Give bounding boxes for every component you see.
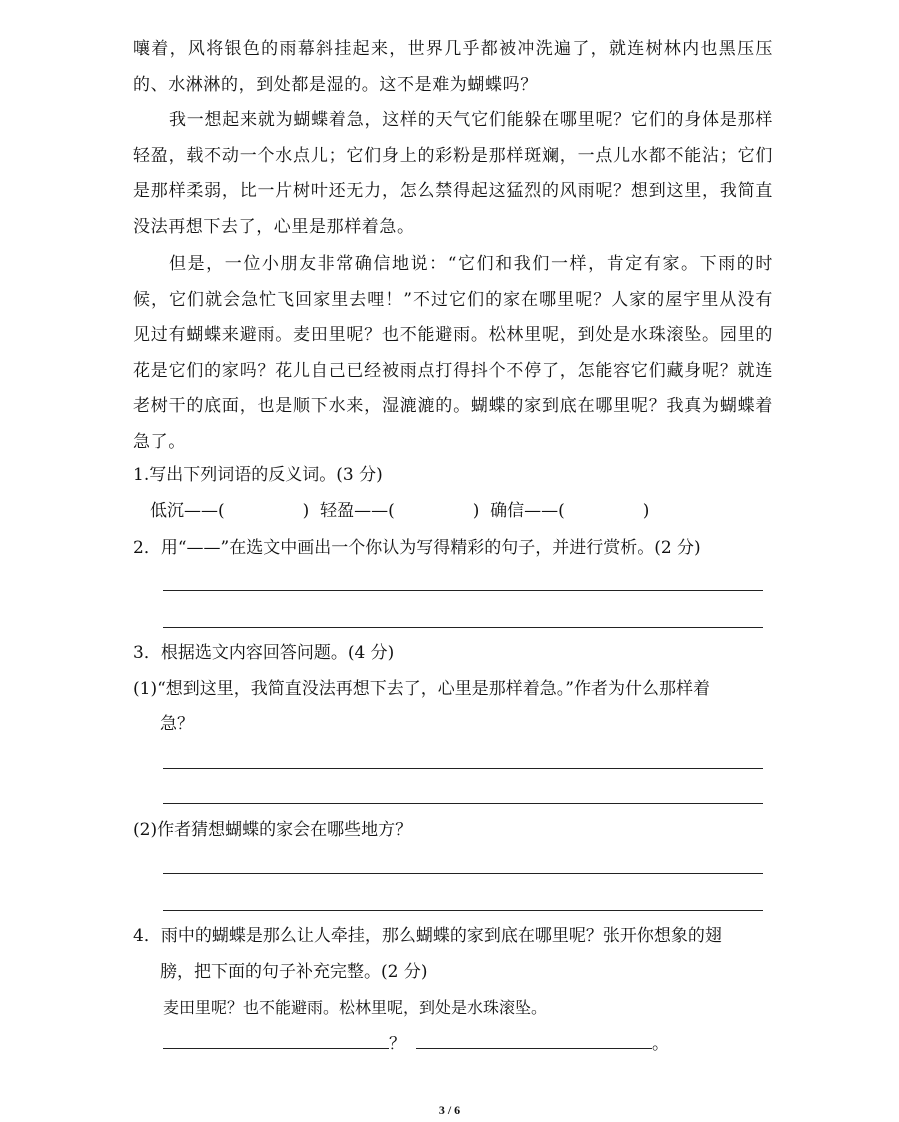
question-4-title-line1: 4．雨中的蝴蝶是那么让人牵挂，那么蝴蝶的家到底在哪里呢？张开你想象的翅 xyxy=(133,926,722,946)
question-1-antonym-row xyxy=(150,494,790,528)
fill-separator-2: 。 xyxy=(652,1034,669,1054)
passage-paragraph-1: 嚷着，风将银色的雨幕斜挂起来，世界几乎都被冲洗遍了，就连树林内也黑压压的、水淋淋的，到处都是湿的。这不是难为蝴蝶吗？ xyxy=(133,39,773,95)
answer-line[interactable] xyxy=(163,803,763,804)
question-3-title: 3．根据选文内容回答问题。(4 分) xyxy=(133,643,395,663)
question-4-fill-row xyxy=(163,1027,803,1061)
antonym-item-4: ) xyxy=(642,501,650,521)
question-1-title: 1.写出下列词语的反义词。(3 分) xyxy=(133,465,383,485)
fill-blank-1[interactable] xyxy=(163,1048,389,1049)
question-3-sub1-line1: (1)“想到这里，我简直没法再想下去了，心里是那样着急。”作者为什么那样着 xyxy=(133,679,710,699)
answer-line[interactable] xyxy=(163,768,763,769)
question-4-title-line2: 膀，把下面的句子补充完整。(2 分) xyxy=(160,962,428,982)
answer-line[interactable] xyxy=(163,590,763,591)
answer-line[interactable] xyxy=(163,873,763,874)
fill-separator-1: ？ xyxy=(389,1034,406,1054)
question-3-sub2: (2)作者猜想蝴蝶的家会在哪些地方？ xyxy=(133,820,413,840)
answer-line[interactable] xyxy=(163,627,763,628)
page-number: 3 / 6 xyxy=(438,1103,461,1117)
question-4-example: 麦田里呢？也不能避雨。松林里呢，到处是水珠滚坠。 xyxy=(163,998,548,1017)
question-2-title: 2．用“——”在选文中画出一个你认为写得精彩的句子，并进行赏析。(2 分) xyxy=(133,538,701,558)
antonym-item-3: ) 确信——( xyxy=(472,501,565,521)
answer-line[interactable] xyxy=(163,910,763,911)
passage-paragraph-2: 我一想起来就为蝴蝶着急，这样的天气它们能躲在哪里呢？它们的身体是那样轻盈，载不动一个水点儿；它们身上的彩粉是那样斑斓，一点儿水都不能沾；它们是那样柔弱，比一片树叶还无力，怎么禁得起这猛烈的风雨呢？想到这里，我简直没法再想下去了，心里是那样着急。 xyxy=(133,110,773,237)
question-3-sub1-line2: 急？ xyxy=(160,714,194,734)
fill-blank-2[interactable] xyxy=(416,1048,652,1049)
passage-paragraph-3: 但是，一位小朋友非常确信地说：“它们和我们一样，肯定有家。下雨的时候，它们就会急忙飞回家里去哩！”不过它们的家在哪里呢？人家的屋宇里从没有见过有蝴蝶来避雨。麦田里呢？也不能避雨。松林里呢，到处是水珠滚坠。园里的花是它们的家吗？花儿自己已经被雨点打得抖个不停了，怎能容它们藏身呢？就连老树干的底面，也是顺下水来，湿漉漉的。蝴蝶的家到底在哪里呢？我真为蝴蝶着急了。 xyxy=(133,254,773,452)
antonym-item-1: 低沉——( xyxy=(150,501,225,521)
antonym-item-2: ) 轻盈——( xyxy=(302,501,395,521)
